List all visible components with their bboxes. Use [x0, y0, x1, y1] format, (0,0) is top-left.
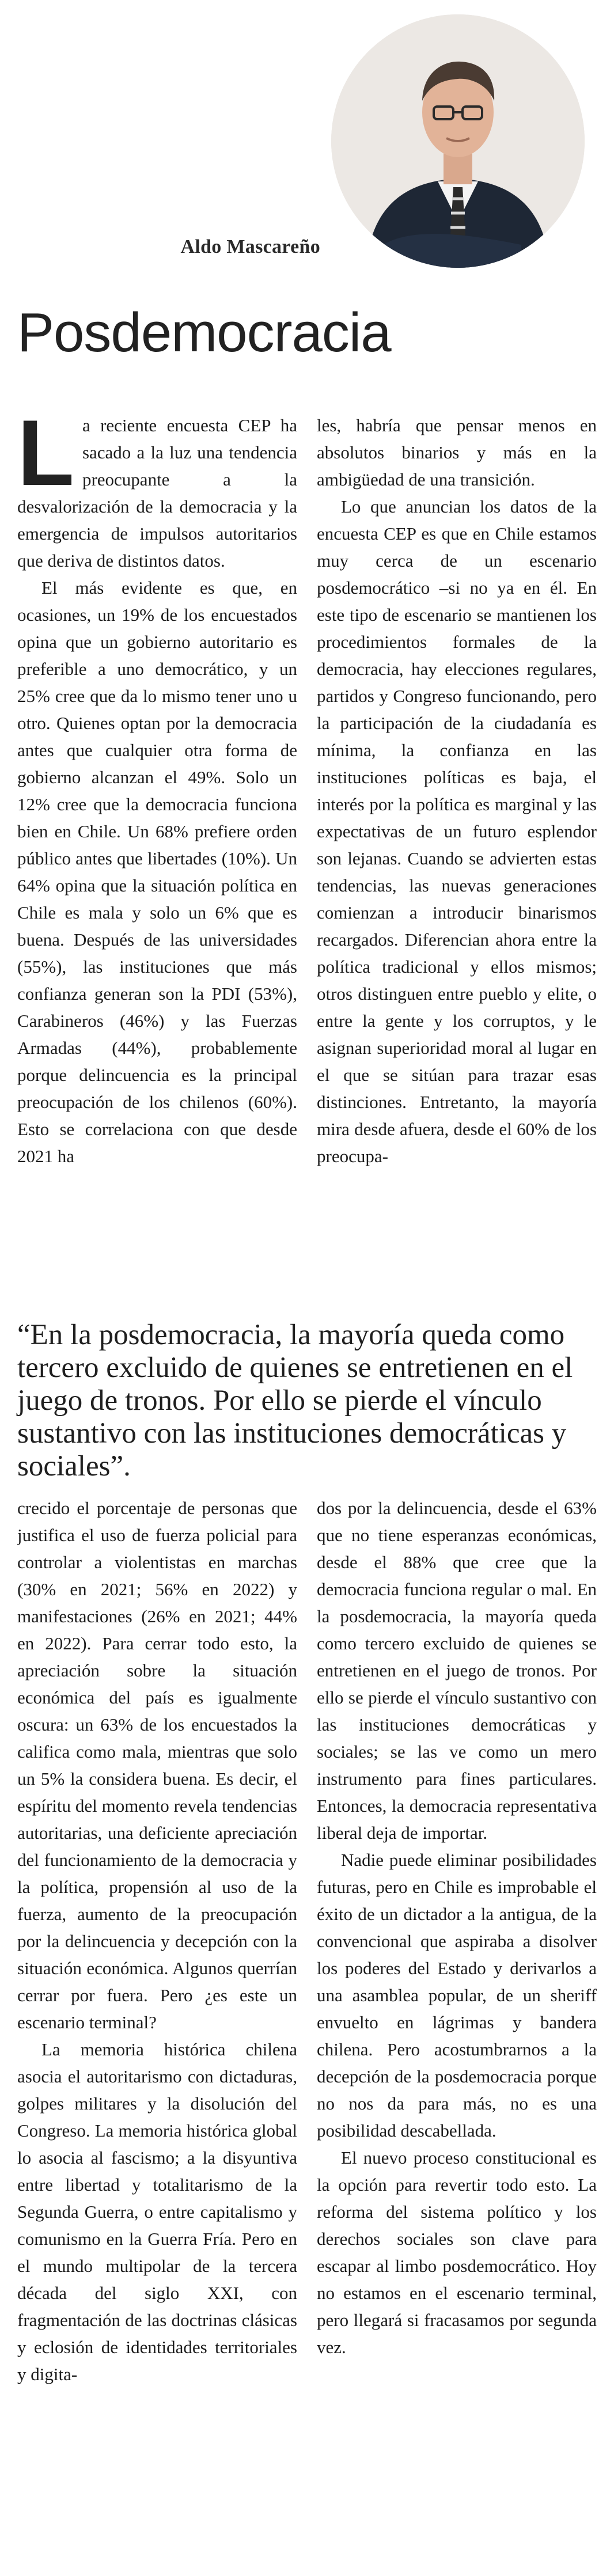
author-portrait-icon: [331, 14, 585, 268]
paragraph: dos por la delincuencia, desde el 63% que no tiene esperanzas económicas, desde el 88% que cree que la democracia funciona regular o mal. En la posdemocracia, la mayoría queda como tercero excluido de quienes se entretienen en el juego de tronos. Por ello se pierde el vínculo sustantivo con las instituciones democráticas y sociales; se las ve como un mero instrumento para fines particulares. Entonces, la democracia representativa liberal deja de importar.: [317, 1498, 597, 1843]
paragraph: a reciente encuesta CEP ha sacado a la luz una tendencia preocupante a la desvalorización de la democracia y la emergencia de impulsos autoritarios que deriva de distintos datos.: [17, 415, 297, 571]
paragraph: Lo que anuncian los datos de la encuesta CEP es que en Chile estamos muy cerca de un escenario posdemocrático –si no ya en él. En este tipo de escenario se mantienen los procedimientos formales de la democracia, hay elecciones regulares, partidos y Congreso funcionando, pero la participación de la ciudadanía es mínima, la confianza en las instituciones políticas es baja, el interés por la política es marginal y las expectativas de un futuro esplendor son lejanas. Cuando se advierten estas tendencias, las nuevas generaciones comienzan a introducir binarismos recargados. Diferencian ahora entre la política tradicional y ellos mismos; otros distinguen entre pueblo y elite, o entre la gente y los corruptos, y le asignan superioridad moral al lugar en el que se sitúan para trazar esas distinciones. Entretanto, la mayoría mira desde afuera, desde el 60% de los preocupa-: [317, 496, 597, 1166]
pull-quote: “En la posdemocracia, la mayoría queda como tercero excluido de quienes se entretienen en el juego de tronos. Por ello se pierde el vínculo sustantivo con las instituciones democráticas y sociales”.: [17, 1319, 573, 1482]
article-title: Posdemocracia: [17, 302, 391, 363]
paragraph: les, habría que pensar menos en absolutos binarios y más en la ambigüedad de una transición.: [317, 415, 597, 490]
paragraph: Nadie puede eliminar posibilidades futuras, pero en Chile es improbable el éxito de un dictador a la antigua, de la convencional que aspiraba a disolver los poderes del Estado y derivarlos a una asamblea popular, de un sheriff envuelto en lágrimas y bandera chilena. Pero acostumbrarnos a la decepción de la posdemocracia porque no nos da para más, no es una posibilidad descabellada.: [317, 1850, 597, 2141]
drop-cap: L: [17, 412, 74, 505]
column-right-top: [317, 412, 597, 1290]
paragraph: La memoria histórica chilena asocia el autoritarismo con dictaduras, golpes militares y la disolución del Congreso. La memoria histórica global lo asocia al fascismo; a la disyuntiva entre libertad y totalitarismo de la Segunda Guerra, o entre capitalismo y comunismo en la Guerra Fría. Pero en el mundo multipolar de la tercera década del siglo XXI, con fragmentación de las doctrinas clásicas y eclosión de identidades territoriales y digita-: [17, 2039, 297, 2384]
author-photo: [331, 14, 585, 268]
paragraph: El más evidente es que, en ocasiones, un 19% de los encuestados opina que un gobierno autoritario es preferible a uno democrático, y un 25% cree que da lo mismo tener uno u otro. Quienes optan por la democracia antes que cualquier otra forma de gobierno alcanzan el 49%. Solo un 12% cree que la democracia funciona bien en Chile. Un 68% prefiere orden público antes que libertades (10%). Un 64% opina que la situación política en Chile es mala y solo un 6% que es buena. Después de las universidades (55%), las instituciones que más confianza generan son la PDI (53%), Carabineros (46%) y las Fuerzas Armadas (44%), probablemente porque delincuencia es la principal preocupación de los chilenos (60%). Esto se correlaciona con que desde 2021 ha: [17, 578, 297, 1166]
author-name: Aldo Mascareño: [180, 236, 320, 257]
column-left-bottom: [17, 1494, 297, 2571]
article-body-bottom: [17, 1494, 597, 2571]
column-right-bottom: [317, 1494, 597, 2571]
article-body-top: [17, 412, 597, 1290]
column-left-top: [17, 412, 297, 1290]
paragraph: El nuevo proceso constitucional es la opción para revertir todo esto. La reforma del sistema político y los derechos sociales son clave para escapar al limbo posdemocrático. Hoy no estamos en el escenario terminal, pero llegará si fracasamos por segunda vez.: [317, 2148, 597, 2357]
paragraph: crecido el porcentaje de personas que justifica el uso de fuerza policial para controlar a violentistas en marchas (30% en 2021; 56% en 2022) y manifestaciones (26% en 2021; 44% en 2022). Para cerrar todo esto, la apreciación sobre la situación económica del país es igualmente oscura: un 63% de los encuestados la califica como mala, mientras que solo un 5% la considera buena. Es decir, el espíritu del momento revela tendencias autoritarias, una deficiente apreciación del funcionamiento de la democracia y la política, propensión al uso de la fuerza, aumento de la preocupación por la delincuencia y decepción con la situación económica. Algunos querrían cerrar por fuera. Pero ¿es este un escenario terminal?: [17, 1498, 297, 2032]
